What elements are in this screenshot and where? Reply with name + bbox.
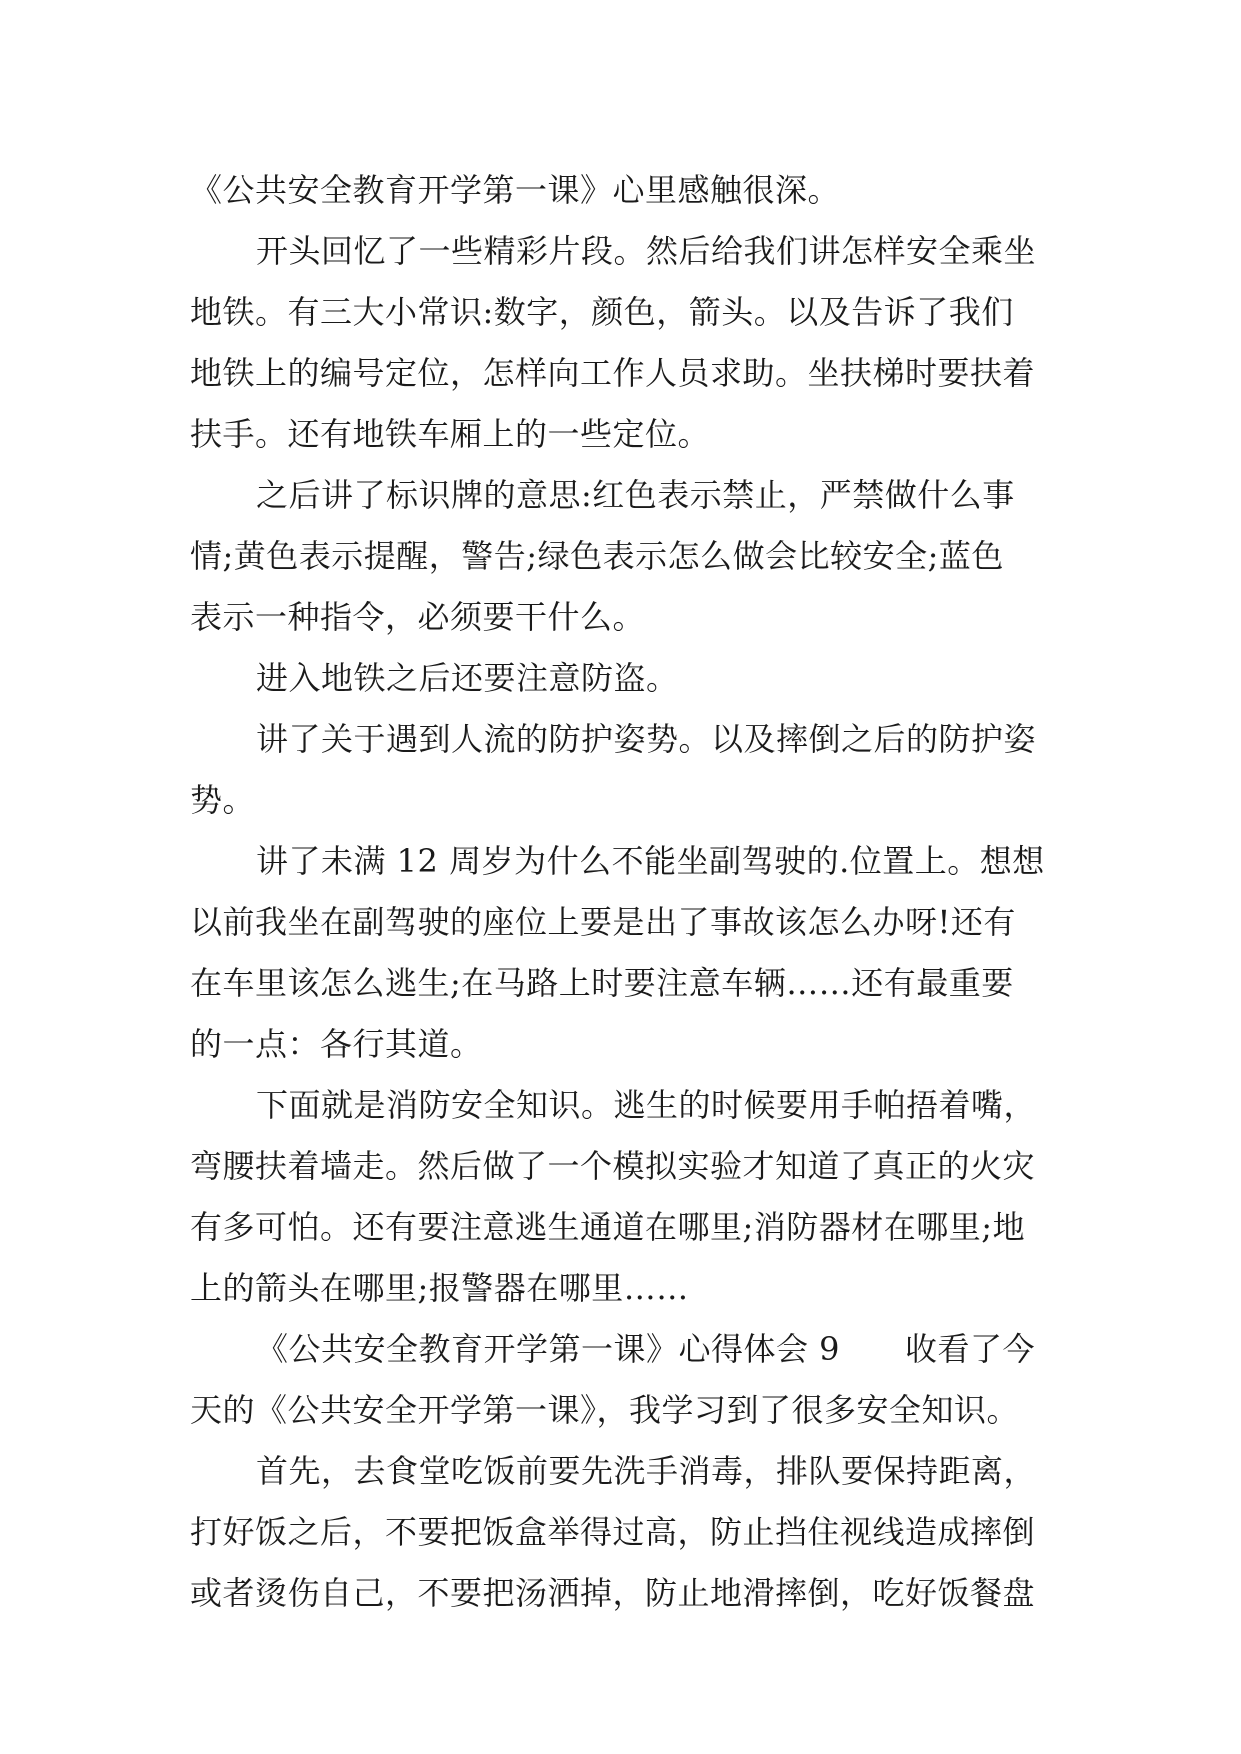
- text-line: 进入地铁之后还要注意防盗。: [256, 659, 679, 697]
- document-body: [190, 160, 1060, 1624]
- text-line: 打好饭之后，不要把饭盒举得过高，防止挡住视线造成摔倒: [190, 1513, 1036, 1551]
- text-line: 《公共安全教育开学第一课》心里感触很深。: [190, 171, 841, 209]
- text-line: 的一点：各行其道。: [190, 1025, 483, 1063]
- text-line: 之后讲了标识牌的意思:红色表示禁止，严禁做什么事: [256, 476, 1015, 514]
- text-line: 讲了关于遇到人流的防护姿势。以及摔倒之后的防护姿: [256, 720, 1037, 758]
- text-line: 首先，去食堂吃饭前要先洗手消毒，排队要保持距离，: [256, 1452, 1037, 1490]
- text-line: 势。: [190, 781, 256, 819]
- text-line: 开头回忆了一些精彩片段。然后给我们讲怎样安全乘坐: [256, 232, 1037, 270]
- text-line: 表示一种指令，必须要干什么。: [190, 598, 646, 636]
- text-line: 下面就是消防安全知识。逃生的时候要用手帕捂着嘴，: [256, 1086, 1037, 1124]
- text-line: 或者烫伤自己，不要把汤洒掉，防止地滑摔倒，吃好饭餐盘: [190, 1574, 1036, 1612]
- text-line: 讲了未满 12 周岁为什么不能坐副驾驶的.位置上。想想: [256, 842, 1045, 880]
- text-line: 天的《公共安全开学第一课》，我学习到了很多安全知识。: [190, 1391, 1020, 1429]
- text-line: 以前我坐在副驾驶的座位上要是出了事故该怎么办呀!还有: [190, 903, 1016, 941]
- text-line: 《公共安全教育开学第一课》心得体会 9 收看了今: [256, 1330, 1036, 1368]
- text-line: 地铁。有三大小常识:数字，颜色，箭头。以及告诉了我们: [190, 293, 1014, 331]
- text-line: 有多可怕。还有要注意逃生通道在哪里;消防器材在哪里;地: [190, 1208, 1026, 1246]
- text-line: 在车里该怎么逃生;在马路上时要注意车辆……还有最重要: [190, 964, 1014, 1002]
- text-line: 弯腰扶着墙走。然后做了一个模拟实验才知道了真正的火灾: [190, 1147, 1036, 1185]
- text-line: 扶手。还有地铁车厢上的一些定位。: [190, 415, 711, 453]
- text-line: 情;黄色表示提醒，警告;绿色表示怎么做会比较安全;蓝色: [190, 537, 1004, 575]
- text-line: 上的箭头在哪里;报警器在哪里……: [190, 1269, 689, 1307]
- text-line: 地铁上的编号定位，怎样向工作人员求助。坐扶梯时要扶着: [190, 354, 1036, 392]
